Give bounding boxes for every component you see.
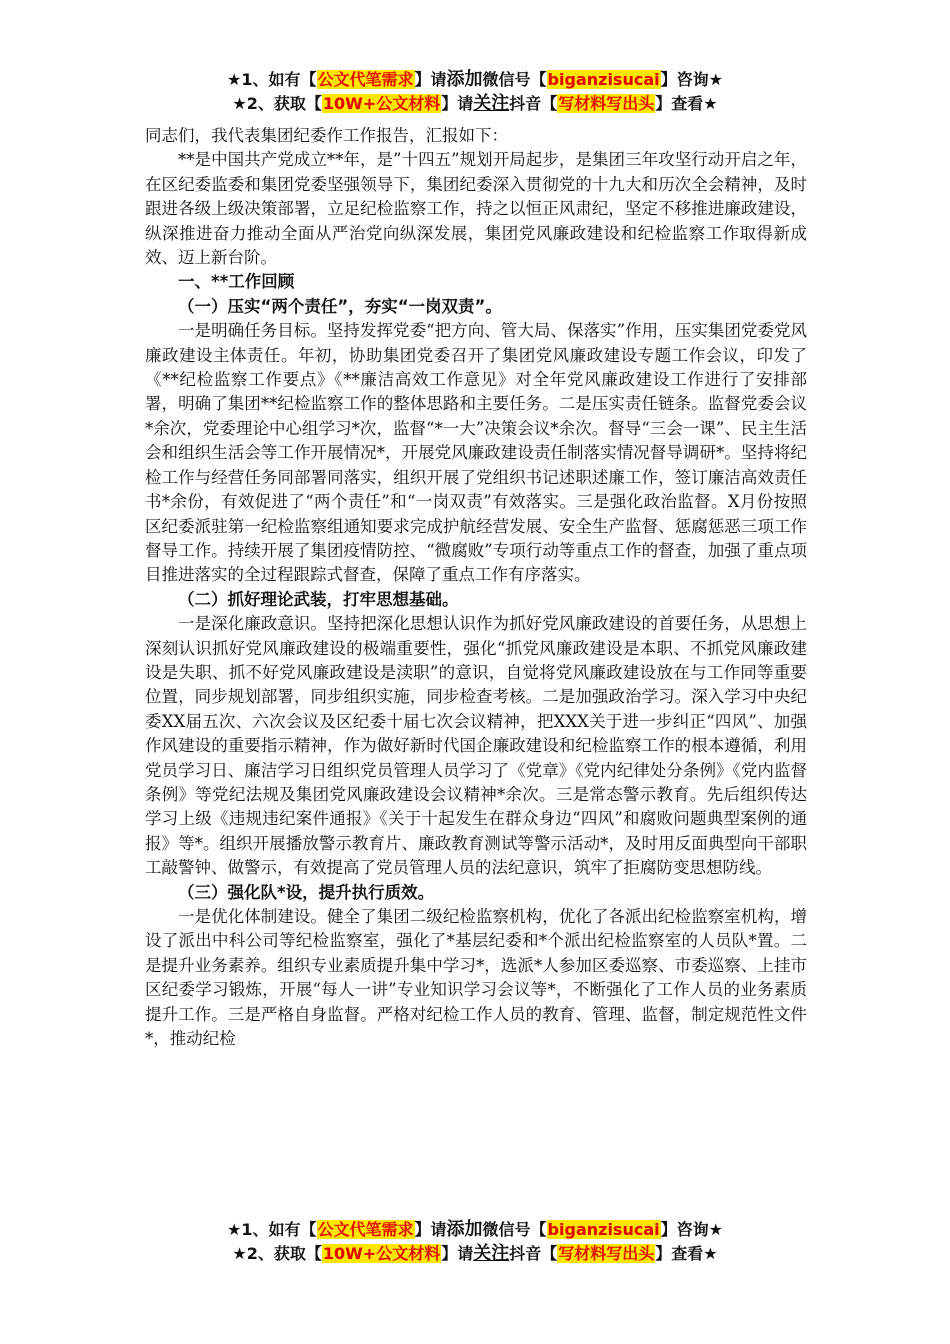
bottom-promo-banner	[0, 1218, 950, 1266]
promo-emphasis-follow: 关注	[473, 93, 510, 114]
promo-highlight-service: 公文代笔需求	[317, 70, 414, 89]
top-promo-banner	[0, 68, 950, 116]
promo-highlight-douyin: 写材料写出头	[558, 94, 655, 113]
promo-highlight-wechat-id: biganzisucai	[547, 1220, 660, 1239]
promo-line-2-suffix: 】查看★	[655, 94, 718, 113]
promo-line-2	[0, 92, 950, 116]
promo-line-2-prefix: ★2、获取【	[232, 94, 322, 113]
promo-line-2-mid: 】请	[441, 94, 474, 113]
subsection-2-body: 一是深化廉政意识。坚持把深化思想认识作为抓好党风廉政建设的首要任务，从思想上深刻认识抓好党风廉政建设的极端重要性，强化“抓党风廉政建设是本职、不抓党风廉政建设是失职、抓不好党风廉政建设是渎职”的意识，自觉将党风廉政建设放在与工作同等重要位置，同步规划部署，同步组织实施，同步检查考核。二是加强政治学习。深入学习中央纪委XX届五次、六次会议及区纪委十届七次会议精神，把XXX关于进一步纠正“四风”、加强作风建设的重要指示精神，作为做好新时代国企廉政建设和纪检监察工作的根本遵循，利用党员学习日、廉洁学习日组织党员管理人员学习了《党章》《党内纪律处分条例》《党内监督条例》等党纪法规及集团党风廉政建设会议精神*余次。三是常态警示教育。先后组织传达学习上级《违规违纪案件通报》《关于十起发生在群众身边“四风”和腐败问题典型案例的通报》等*。组织开展播放警示教育片、廉政教育测试等警示活动*，及时用反面典型向干部职工敲警钟、做警示，有效提高了党员管理人员的法纪意识，筑牢了拒腐防变思想防线。	[145, 614, 807, 878]
promo-highlight-service: 公文代笔需求	[317, 1220, 414, 1239]
promo-emphasis-add: 添加	[446, 69, 483, 90]
promo-highlight-douyin: 写材料写出头	[558, 1244, 655, 1263]
subsection-3-heading: （三）强化队*设，提升执行质效。	[178, 882, 435, 902]
promo-emphasis-follow: 关注	[473, 1243, 510, 1264]
section-1-heading: 一、**工作回顾	[178, 272, 295, 292]
promo-line-1-prefix: ★1、如有【	[227, 70, 317, 89]
intro-paragraph: **是中国共产党成立**年，是”十四五”规划开局起步，是集团三年攻坚行动开启之年，在区纪委监委和集团党委坚强领导下，集团纪委深入贯彻党的十九大和历次全会精神，及时跟进各级上级决策部署，立足纪检监察工作，持之以恒正风肃纪，坚定不移推进廉政建设，纵深推进奋力推动全面从严治党向纵深发展，集团党风廉政建设和纪检监察工作取得新成效、迈上新台阶。	[145, 150, 807, 268]
promo-line-1-mid: 】请	[414, 70, 447, 89]
promo-line-1-suffix: 】咨询★	[660, 70, 723, 89]
promo-line-1	[0, 1218, 950, 1242]
subsection-1-heading: （一）压实“两个责任”，夯实“一岗双责”。	[178, 296, 502, 316]
subsection-1-body: 一是明确任务目标。坚持发挥党委“把方向、管大局、保落实”作用，压实集团党委党风廉政建设主体责任。年初，协助集团党委召开了集团党风廉政建设专题工作会议，印发了《**纪检监察工作要点》《**廉洁高效工作意见》对全年党风廉政建设工作进行了安排部署，明确了集团**纪检监察工作的整体思路和主要任务。二是压实责任链条。监督党委会议*余次，党委理论中心组学习*次，监督“*一大”决策会议*余次。督导“三会一课”、民主生活会和组织生活会等工作开展情况*，开展党风廉政建设责任制落实情况督导调研*。坚持将纪检工作与经营任务同部署同落实，组织开展了党组织书记述职述廉工作，签订廉洁高效责任书*余份，有效促进了“两个责任”和“一岗双责”有效落实。三是强化政治监督。X月份按照区纪委派驻第一纪检监察组通知要求完成护航经营发展、安全生产监督、惩腐惩恶三项工作督导工作。持续开展了集团疫情防控、“微腐败”专项行动等重点工作的督查，加强了重点项目推进落实的全过程跟踪式督查，保障了重点工作有序落实。	[145, 321, 807, 585]
document-body	[145, 124, 807, 1051]
promo-line-2-suffix: 】查看★	[655, 1244, 718, 1263]
promo-line-1-mid2: 微信号【	[482, 70, 547, 89]
promo-highlight-wechat-id: biganzisucai	[547, 70, 660, 89]
promo-line-1-mid: 】请	[414, 1220, 447, 1239]
promo-line-1-prefix: ★1、如有【	[227, 1220, 317, 1239]
opening-paragraph: 同志们，我代表集团纪委作工作报告，汇报如下：	[145, 126, 508, 145]
promo-line-1	[0, 68, 950, 92]
promo-emphasis-add: 添加	[446, 1219, 483, 1240]
promo-line-2-mid: 】请	[441, 1244, 474, 1263]
promo-line-1-suffix: 】咨询★	[660, 1220, 723, 1239]
promo-line-2-mid2: 抖音【	[509, 1244, 558, 1263]
subsection-3-body: 一是优化体制建设。健全了集团二级纪检监察机构，优化了各派出纪检监察室机构，增设了派出中科公司等纪检监察室，强化了*基层纪委和*个派出纪检监察室的人员队*置。二是提升业务素养。组织专业素质提升集中学习*，选派*人参加区委巡察、市委巡察、上挂市区纪委学习锻炼，开展“每人一讲”专业知识学习会议等*，不断强化了工作人员的业务素质提升工作。三是严格自身监督。严格对纪检工作人员的教育、管理、监督，制定规范性文件*，推动纪检	[145, 907, 807, 1049]
promo-line-2-mid2: 抖音【	[509, 94, 558, 113]
promo-line-2-prefix: ★2、获取【	[232, 1244, 322, 1263]
promo-highlight-materials: 10W+公文材料	[322, 1244, 441, 1263]
promo-highlight-materials: 10W+公文材料	[322, 94, 441, 113]
promo-line-1-mid2: 微信号【	[482, 1220, 547, 1239]
subsection-2-heading: （二）抓好理论武装，打牢思想基础。	[178, 589, 459, 609]
promo-line-2	[0, 1242, 950, 1266]
